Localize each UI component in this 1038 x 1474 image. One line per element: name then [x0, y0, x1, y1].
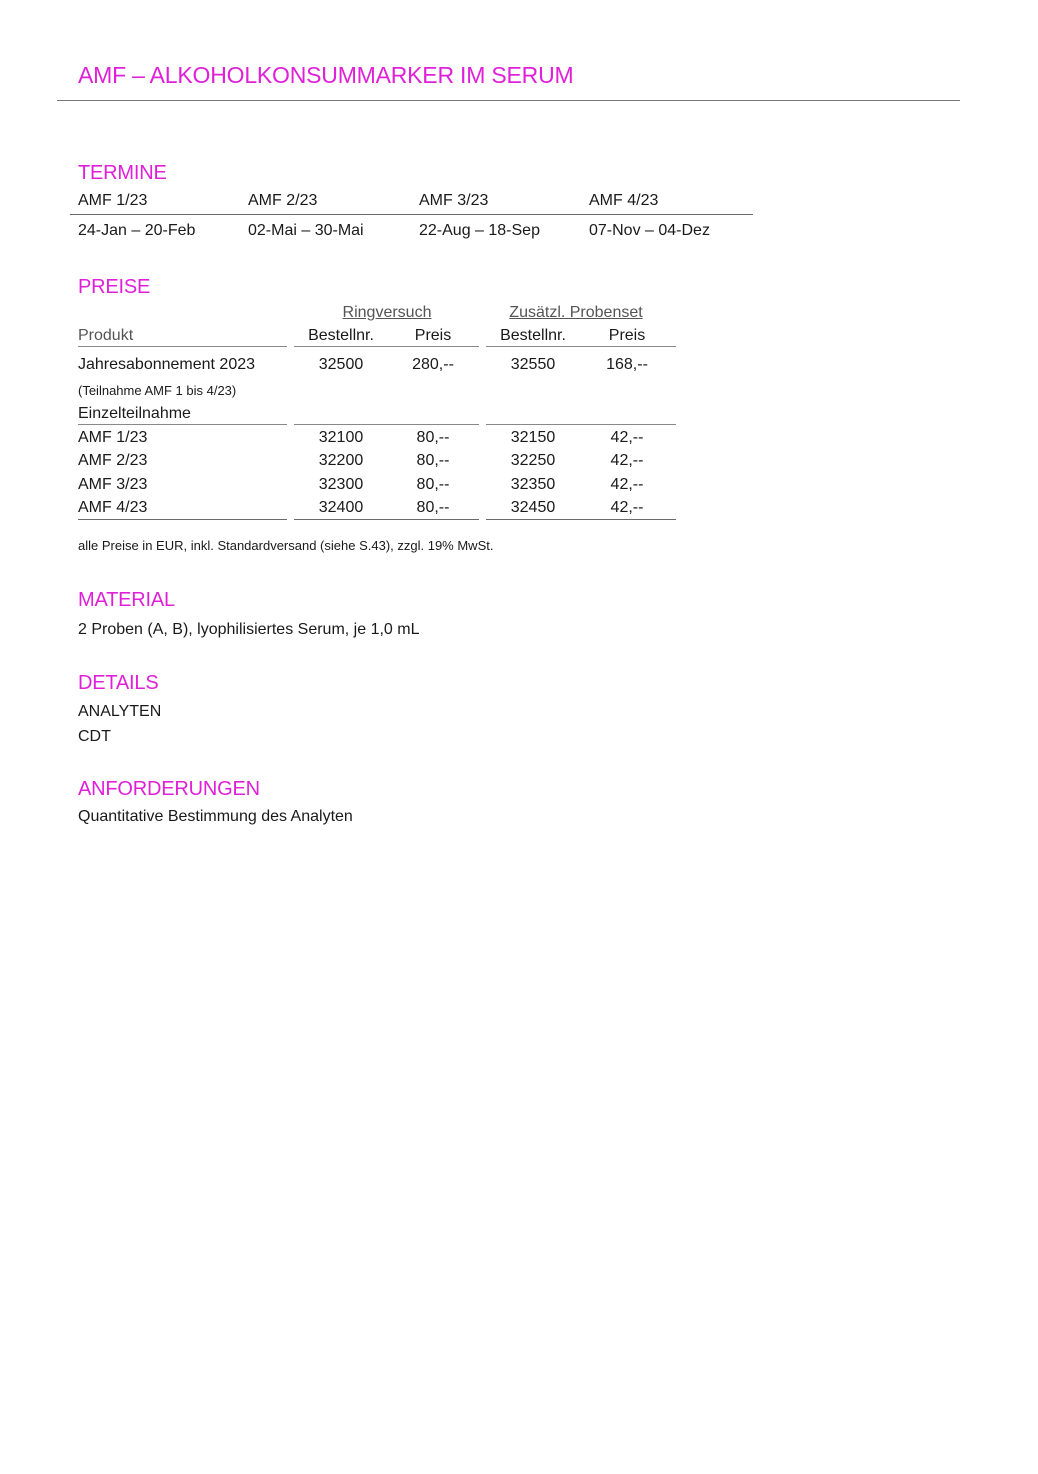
termine-round-4-dates: 07-Nov – 04-Dez: [589, 222, 710, 239]
col-set-preis: Preis: [608, 327, 646, 344]
group-probenset: Zusätzl. Probenset: [509, 304, 643, 321]
header-rule-set: [486, 346, 676, 347]
row-2-ring-preis: 80,--: [416, 452, 450, 469]
row-1-set-preis: 42,--: [610, 429, 644, 446]
row-1-ring-nr: 32100: [318, 429, 364, 446]
termine-round-1-name: AMF 1/23: [78, 192, 148, 209]
title-divider: [57, 100, 960, 101]
abo-ring-preis: 280,--: [412, 356, 454, 373]
row-2-set-nr: 32250: [510, 452, 556, 469]
row-3-product: AMF 3/23: [78, 476, 148, 493]
termine-divider: [70, 214, 753, 215]
row-4-product: AMF 4/23: [78, 499, 148, 516]
abo-note: (Teilnahme AMF 1 bis 4/23): [78, 383, 237, 398]
einzel-rule-produkt: [78, 424, 287, 425]
anforderungen-text: Quantitative Bestimmung des Analyten: [78, 808, 353, 825]
termine-round-2-name: AMF 2/23: [248, 192, 318, 209]
analyt-value: CDT: [78, 728, 111, 745]
table-bottom-rule-set: [486, 519, 676, 520]
termine-heading: TERMINE: [78, 162, 167, 184]
termine-round-1-dates: 24-Jan – 20-Feb: [78, 222, 196, 239]
row-3-ring-nr: 32300: [318, 476, 364, 493]
einzel-rule-ring: [294, 424, 479, 425]
material-heading: MATERIAL: [78, 589, 175, 611]
analyten-label: ANALYTEN: [78, 703, 162, 720]
abo-set-nr: 32550: [510, 356, 556, 373]
row-2-product: AMF 2/23: [78, 452, 148, 469]
group-ringversuch: Ringversuch: [342, 304, 432, 321]
row-4-set-nr: 32450: [510, 499, 556, 516]
abo-ring-nr: 32500: [318, 356, 364, 373]
row-1-ring-preis: 80,--: [416, 429, 450, 446]
row-3-set-nr: 32350: [510, 476, 556, 493]
termine-round-3-name: AMF 3/23: [419, 192, 489, 209]
col-set-bestellnr: Bestellnr.: [500, 327, 566, 344]
termine-round-4-name: AMF 4/23: [589, 192, 659, 209]
termine-round-3-dates: 22-Aug – 18-Sep: [419, 222, 540, 239]
row-2-set-preis: 42,--: [610, 452, 644, 469]
row-3-set-preis: 42,--: [610, 476, 644, 493]
abo-label: Jahresabonnement 2023: [78, 356, 256, 373]
row-1-product: AMF 1/23: [78, 429, 148, 446]
anforderungen-heading: ANFORDERUNGEN: [78, 778, 260, 800]
table-bottom-rule-ring: [294, 519, 479, 520]
row-3-ring-preis: 80,--: [416, 476, 450, 493]
termine-round-2-dates: 02-Mai – 30-Mai: [248, 222, 364, 239]
row-4-ring-nr: 32400: [318, 499, 364, 516]
row-1-set-nr: 32150: [510, 429, 556, 446]
header-rule-produkt: [78, 346, 287, 347]
col-ring-bestellnr: Bestellnr.: [308, 327, 374, 344]
table-bottom-rule-produkt: [78, 519, 287, 520]
col-produkt: Produkt: [78, 327, 134, 344]
row-4-set-preis: 42,--: [610, 499, 644, 516]
einzel-rule-set: [486, 424, 676, 425]
details-heading: DETAILS: [78, 672, 159, 694]
material-text: 2 Proben (A, B), lyophilisiertes Serum, je 1,0 mL: [78, 621, 420, 638]
row-2-ring-nr: 32200: [318, 452, 364, 469]
einzel-label: Einzelteilnahme: [78, 405, 191, 422]
preise-heading: PREISE: [78, 276, 151, 298]
abo-set-preis: 168,--: [606, 356, 648, 373]
page-title: AMF – ALKOHOLKONSUMMARKER IM SERUM: [78, 62, 574, 88]
header-rule-ring: [294, 346, 479, 347]
col-ring-preis: Preis: [414, 327, 452, 344]
row-4-ring-preis: 80,--: [416, 499, 450, 516]
price-footnote: alle Preise in EUR, inkl. Standardversand (siehe S.43), zzgl. 19% MwSt.: [78, 538, 494, 553]
